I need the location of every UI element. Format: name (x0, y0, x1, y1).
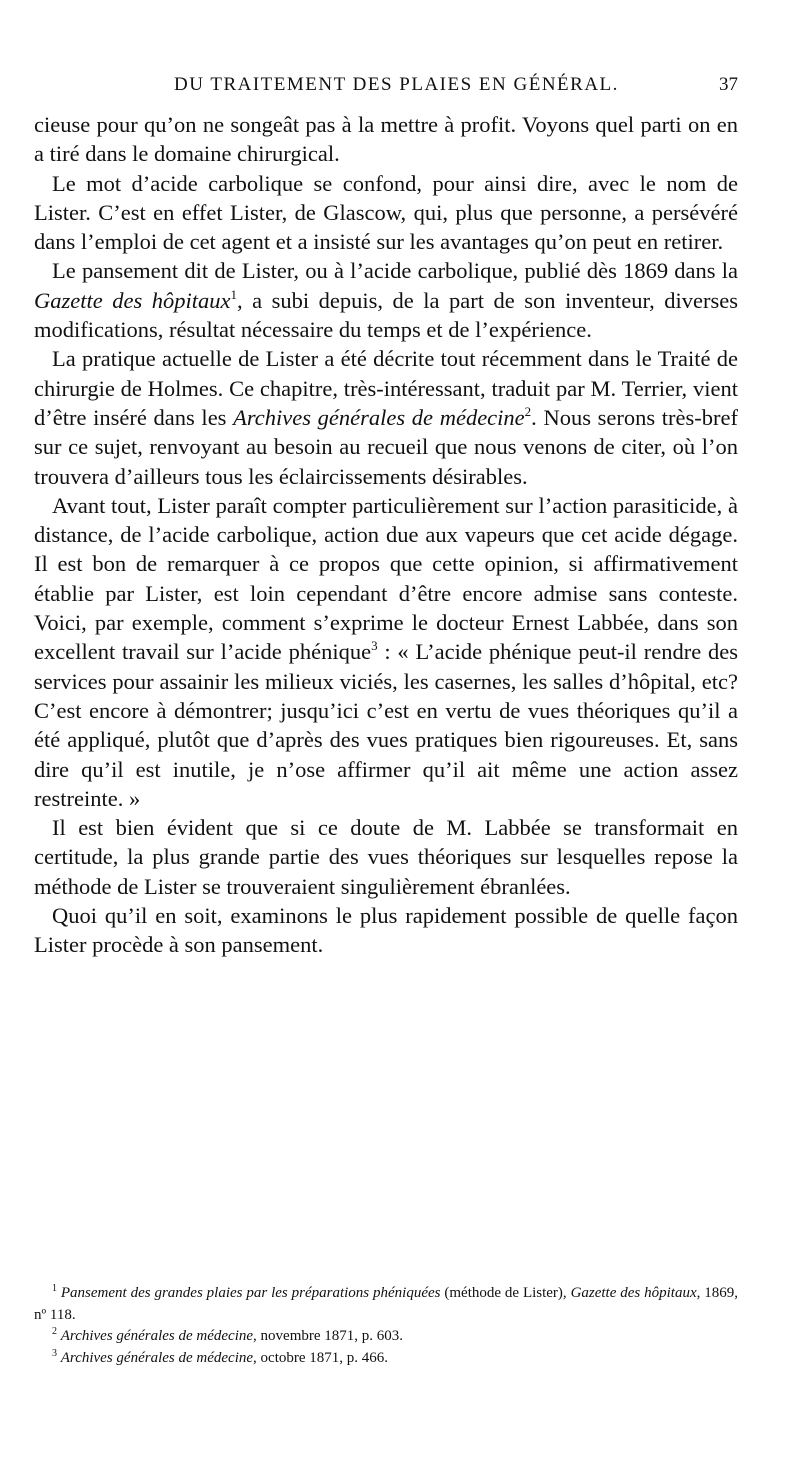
journal-title-archives: Archives générales de médecine (233, 404, 525, 430)
footnote-text: , 1869, nº 118. (34, 1285, 739, 1323)
paragraph-2: Le mot d’acide carbolique se confond, pour ainsi dire, avec le nom de Lister. C’est en effet Lister, de Glascow, qui, plus que personne, a persévéré dans l’emploi de cet agent et a insisté sur les avantages qu’on peut en retirer. (34, 170, 738, 255)
paragraph-3 (34, 256, 738, 344)
paragraph-4-text-b: . Nous serons très-bref sur ce sujet, renvoyant au besoin au recueil que nous venons de citer, où l’on trouvera d’ailleurs tous les éclaircissements désirables. (34, 404, 739, 489)
paragraph-4-text-a: La pratique actuelle de Lister a été décrite tout récemment dans le Traité de chirurgie de Holmes. Ce chapitre, très-intéressant, traduit par M. Terrier, vient d’être inséré dans les (34, 346, 738, 430)
running-title: DU TRAITEMENT DES PLAIES EN GÉNÉRAL. (174, 74, 619, 95)
paragraph-1: cieuse pour qu’on ne songeât pas à la mettre à profit. Voyons quel parti on en a tiré dans le domaine chirurgical. (34, 112, 738, 167)
footnote-2 (34, 1326, 738, 1348)
footnote-title: Archives générales de médecine (60, 1328, 254, 1344)
footnotes (34, 1283, 738, 1369)
footnote-3 (34, 1348, 738, 1370)
footnote-ref-2: 2 (524, 403, 532, 419)
paragraph-3-text-a: Le pansement dit de Lister, ou à l’acide carbolique, publié dès 1869 dans la (52, 258, 738, 284)
journal-title-gazette: Gazette des hôpitaux (34, 287, 231, 313)
footnote-mark: 3 (52, 1347, 57, 1359)
footnote-ref-1: 1 (230, 286, 237, 302)
paragraph-4 (34, 344, 738, 490)
paragraph-3-text-b: , a subi depuis, de la part de son inventeur, diverses modifications, résultat nécessaire du temps et de l’expérience. (34, 287, 739, 343)
footnote-text: , octobre 1871, p. 466. (253, 1349, 389, 1366)
paragraph-6: Il est bien évident que si ce doute de M. Labbée se transformait en certitude, la plus grande partie des vues théoriques sur lesquelles repose la méthode de Lister se trouveraient singulièrement ébranlées. (34, 815, 738, 899)
footnote-text: , novembre 1871, p. 603. (253, 1328, 404, 1344)
body-text (34, 110, 738, 960)
paragraph-5-text-b: : « L’acide phénique peut-il rendre des services pour assainir les milieux viciés, les casernes, les salles d’hôpital, etc? C’est encore à démontrer; jusqu’ici c’est en vertu de vues théoriques qu’il a été appliqué, plutôt que d’après des vues pratiques bien rigoureuses. Et, sans dire qu’il est inutile, je n’ose affirmer qu’il ait même une action assez restreinte. » (34, 639, 738, 811)
footnote-ref-3: 3 (371, 638, 378, 654)
footnote-text: (méthode de Lister), (440, 1285, 571, 1301)
footnote-title: Pansement des grandes plaies par les préparations phéniquées (60, 1285, 441, 1301)
paragraph-5 (34, 491, 738, 813)
footnote-title: Archives générales de médecine (60, 1349, 254, 1366)
page-number: 37 (719, 74, 738, 95)
paragraph-5-text-a: Avant tout, Lister paraît compter particulièrement sur l’action parasiticide, à distance, de l’acide carbolique, action due aux vapeurs que cet acide dégage. Il est bon de remarquer à ce propos que cette opinion, si affirmativement établie par Lister, est loin cependant d’être encore admise sans conteste. Voici, par exemple, comment s’exprime le docteur Ernest Labbée, dans son excellent travail sur l’acide phénique (34, 492, 738, 665)
running-header (34, 74, 738, 102)
paragraph-7: Quoi qu’il en soit, examinons le plus rapidement possible de quelle façon Lister procède à son pansement. (34, 903, 738, 958)
footnote-title: Gazette des hôpitaux (570, 1285, 697, 1301)
footnote-1 (34, 1283, 738, 1326)
footnote-mark: 1 (52, 1283, 57, 1294)
footnote-mark: 2 (52, 1326, 57, 1337)
